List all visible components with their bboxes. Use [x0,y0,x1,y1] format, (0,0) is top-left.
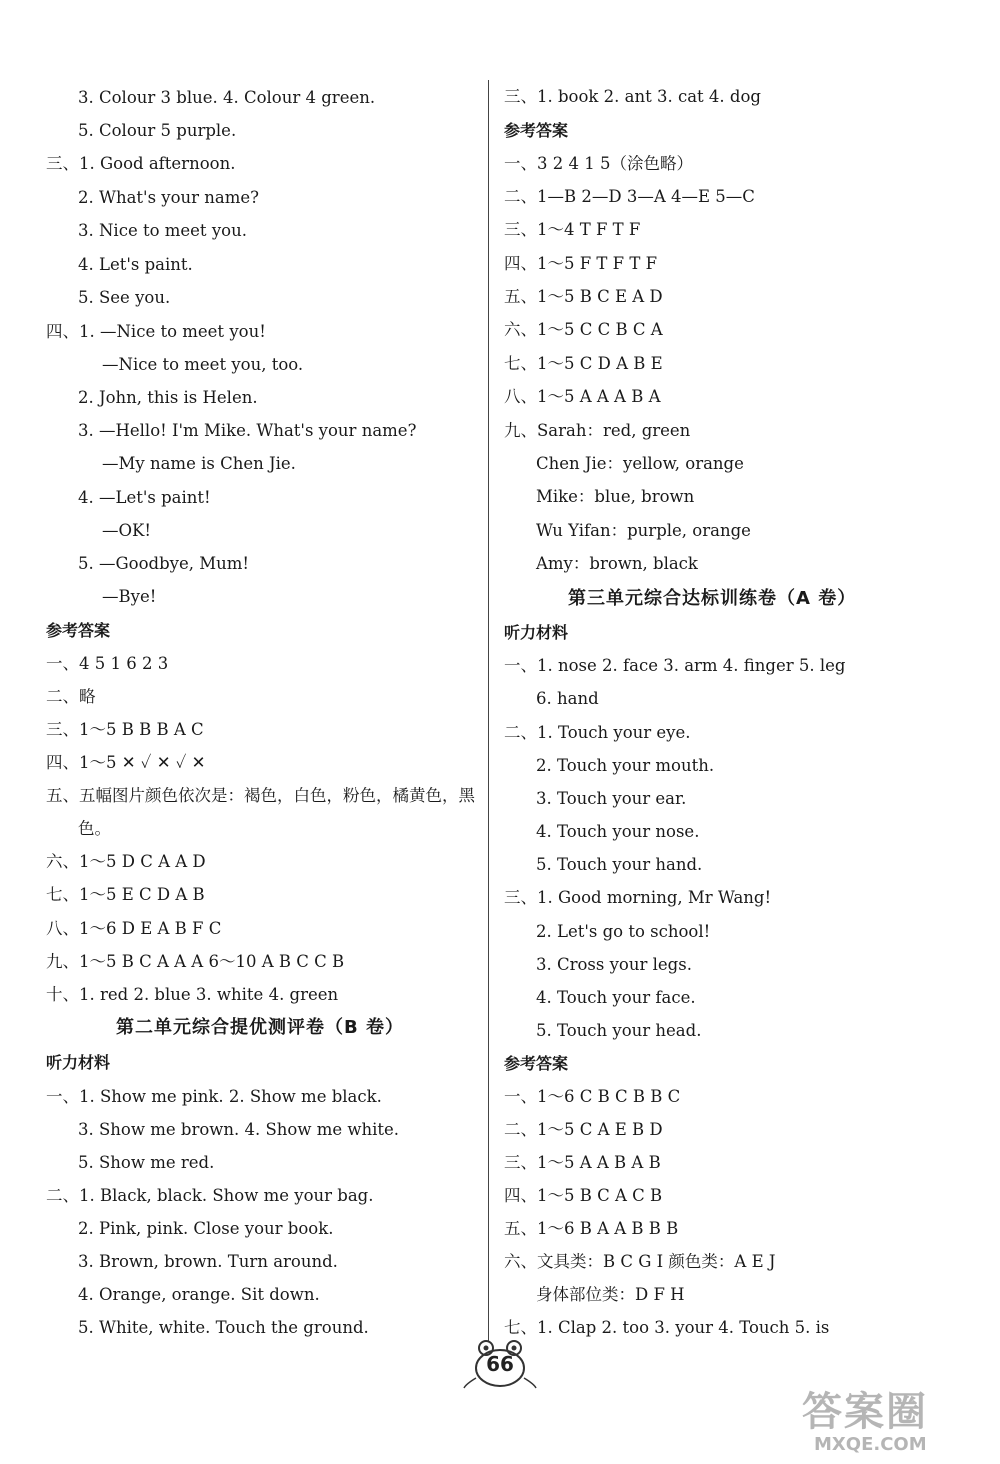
text-line: 3. Brown, brown. Turn around. [78,1252,338,1271]
listening-heading: 听力材料 [504,623,569,642]
watermark-logo-text: 答案圈 [802,1389,928,1435]
answer-line: 九、1～5 B C A A A 6～10 A B C C B [46,952,345,971]
answer-line: Chen Jie：yellow, orange [536,454,744,473]
text-line: 2. Pink, pink. Close your book. [78,1219,334,1238]
text-line: 2. Let's go to school! [536,922,711,941]
answer-line: Wu Yifan：purple, orange [536,521,751,540]
answer-line: 九、Sarah：red, green [504,421,691,440]
watermark-url: MXQE.COM [814,1434,927,1455]
text-line: 5. White, white. Touch the ground. [78,1318,369,1337]
text-line: 4. Touch your nose. [536,822,700,841]
answer-line: Mike：blue, brown [536,487,695,506]
answer-line: 八、1～5 A A A B A [504,387,661,406]
text-line: —My name is Chen Jie. [102,454,296,473]
text-line: 6. hand [536,689,599,708]
answer-line: 三、1～5 A A B A B [504,1153,661,1172]
answer-line: 六、1～5 D C A A D [46,852,206,871]
text-line: 四、1. —Nice to meet you! [46,322,266,341]
answer-line: 身体部位类：D F H [536,1285,685,1304]
answer-line: 五、1～6 B A A B B B [504,1219,679,1238]
answers-heading: 参考答案 [504,1054,569,1073]
answer-line: 二、1～5 C A E B D [504,1120,663,1139]
answer-line: 三、1～5 B B B A C [46,720,204,739]
answers-heading: 参考答案 [46,621,111,640]
text-line: 三、1. book 2. ant 3. cat 4. dog [504,87,761,106]
answer-line: 七、1～5 C D A B E [504,354,663,373]
answers-heading: 参考答案 [504,121,569,140]
column-divider [488,80,489,1342]
answer-line: 七、1. Clap 2. too 3. your 4. Touch 5. is [504,1318,830,1337]
page-number-badge [462,1338,538,1392]
text-line: 2. John, this is Helen. [78,388,258,407]
section-title: 第三单元综合达标训练卷（A 卷） [568,588,857,609]
listening-heading: 听力材料 [46,1053,111,1072]
answer-line: 四、1～5 ✕ ✓ ✕ ✓ ✕ [46,753,206,772]
answer-line: 四、1～5 F T F T F [504,254,658,273]
answer-line: 一、3 2 4 1 5（涂色略） [504,154,693,173]
text-line: 一、1. nose 2. face 3. arm 4. finger 5. leg [504,656,846,675]
text-line: 二、1. Touch your eye. [504,723,691,742]
text-line: 一、1. Show me pink. 2. Show me black. [46,1087,382,1106]
answer-line: Amy：brown, black [536,554,698,573]
section-title: 第二单元综合提优测评卷（B 卷） [116,1017,404,1038]
answer-line: 二、1—B 2—D 3—A 4—E 5—C [504,187,755,206]
answer-line: 三、1～4 T F T F [504,220,641,239]
text-line: 三、1. Good afternoon. [46,154,236,173]
answer-line: 二、略 [46,687,96,706]
answer-line: 十、1. red 2. blue 3. white 4. green [46,985,339,1004]
text-line: 2. What's your name? [78,188,260,207]
text-line: —Bye! [102,587,157,606]
text-line: 4. —Let's paint! [78,488,211,507]
text-line: 4. Orange, orange. Sit down. [78,1285,320,1304]
answer-line: 色。 [78,819,111,838]
answer-line: 六、文具类：B C G I 颜色类：A E J [504,1252,776,1271]
answer-line: 四、1～5 B C A C B [504,1186,663,1205]
answer-line: 七、1～5 E C D A B [46,885,205,904]
text-line: 4. Touch your face. [536,988,696,1007]
text-line: 三、1. Good morning, Mr Wang! [504,888,772,907]
answer-line: 一、1～6 C B C B B C [504,1087,681,1106]
answer-line: 五、五幅图片颜色依次是：褐色，白色，粉色，橘黄色，黑 [46,786,475,805]
text-line: 5. Touch your hand. [536,855,703,874]
text-line: 3. Touch your ear. [536,789,687,808]
answer-line: 六、1～5 C C B C A [504,320,663,339]
text-line: —Nice to meet you, too. [102,355,304,374]
text-line: 5. See you. [78,288,171,307]
text-line: 5. Touch your head. [536,1021,702,1040]
text-line: 二、1. Black, black. Show me your bag. [46,1186,374,1205]
answer-line: 八、1～6 D E A B F C [46,919,222,938]
text-line: 3. Show me brown. 4. Show me white. [78,1120,400,1139]
text-line: 2. Touch your mouth. [536,756,715,775]
answer-line: 一、4 5 1 6 2 3 [46,654,169,673]
text-line: 3. Colour 3 blue. 4. Colour 4 green. [78,88,376,107]
page-number: 66 [486,1352,514,1376]
text-line: 3. Cross your legs. [536,955,692,974]
text-line: 5. —Goodbye, Mum! [78,554,250,573]
text-line: 5. Show me red. [78,1153,215,1172]
text-line: —OK! [102,521,151,540]
watermark [792,1380,992,1460]
text-line: 3. —Hello! I'm Mike. What's your name? [78,421,417,440]
answer-line: 五、1～5 B C E A D [504,287,663,306]
text-line: 5. Colour 5 purple. [78,121,237,140]
text-line: 4. Let's paint. [78,255,193,274]
text-line: 3. Nice to meet you. [78,221,247,240]
